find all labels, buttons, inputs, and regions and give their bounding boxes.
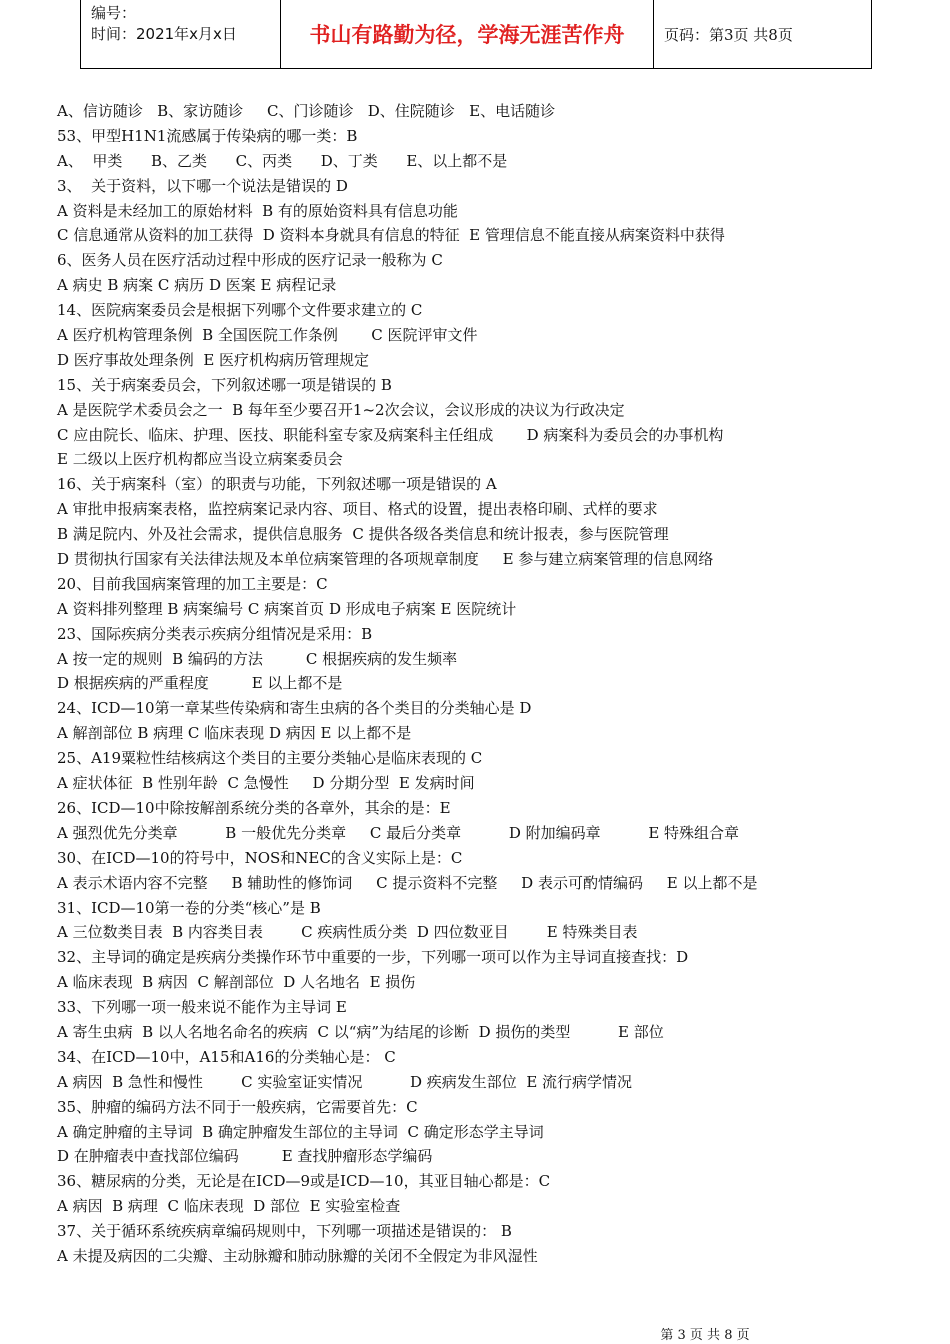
text-line: A 解剖部位 B 病理 C 临床表现 D 病因 E 以上都不是 (57, 724, 412, 743)
text-line: D 医疗事故处理条例 E 医疗机构病历管理规定 (57, 350, 370, 369)
header-meta (81, 0, 281, 68)
header-page-info: 页码：第3页 共8页 (664, 25, 793, 44)
document-body (57, 99, 887, 1269)
text-line: 3、 关于资料，以下哪一个说法是错误的 D (57, 176, 348, 195)
text-line: 34、在ICD—10中，A15和A16的分类轴心是： C (57, 1047, 396, 1066)
text-line: A 确定肿瘤的主导词 B 确定肿瘤发生部位的主导词 C 确定形态学主导词 (57, 1122, 544, 1141)
text-line: A 三位数类目表 B 内容类目表 C 疾病性质分类 D 四位数亚目 E 特殊类目表 (57, 923, 638, 942)
header-motto: 书山有路勤为径，学海无涯苦作舟 (281, 0, 654, 68)
text-line: 16、关于病案科（室）的职责与功能，下列叙述哪一项是错误的 A (57, 475, 497, 494)
doc-time-label: 时间：2021年x月x日 (91, 25, 237, 43)
text-line: A 未提及病因的二尖瓣、主动脉瓣和肺动脉瓣的关闭不全假定为非风湿性 (57, 1246, 538, 1265)
text-line: A 寄生虫病 B 以人名地名命名的疾病 C 以“病”为结尾的诊断 D 损伤的类型 E 部位 (57, 1022, 664, 1041)
text-line: E 二级以上医疗机构都应当设立病案委员会 (57, 450, 343, 469)
text-line: A 资料排列整理 B 病案编号 C 病案首页 D 形成电子病案 E 医院统计 (57, 599, 517, 618)
text-line: A 资料是未经加工的原始材料 B 有的原始资料具有信息功能 (57, 201, 458, 220)
page-footer: 第 3 页 共 8 页 (660, 1328, 750, 1343)
text-line: 53、甲型H1N1流感属于传染病的哪一类：B (57, 126, 358, 145)
text-line: A 症状体征 B 性别年龄 C 急慢性 D 分期分型 E 发病时间 (57, 774, 475, 793)
text-line: C 信息通常从资料的加工获得 D 资料本身就具有信息的特征 E 管理信息不能直接从病案资料中获得 (57, 226, 725, 245)
text-line: 15、关于病案委员会，下列叙述哪一项是错误的 B (57, 375, 392, 394)
text-line: 20、目前我国病案管理的加工主要是：C (57, 574, 328, 593)
text-line: A 审批申报病案表格，监控病案记录内容、项目、格式的设置，提出表格印刷、式样的要求 (57, 500, 658, 519)
text-line: 25、A19粟粒性结核病这个类目的主要分类轴心是临床表现的 C (57, 749, 483, 768)
text-line: A 病因 B 病理 C 临床表现 D 部位 E 实验室检查 (57, 1197, 401, 1216)
text-line: A 强烈优先分类章 B 一般优先分类章 C 最后分类章 D 附加编码章 E 特殊组合章 (57, 823, 740, 842)
text-line: A、 甲类 B、乙类 C、丙类 D、丁类 E、以上都不是 (57, 151, 508, 170)
text-line: C 应由院长、临床、护理、医技、职能科室专家及病案科主任组成 D 病案科为委员会的办事机构 (57, 425, 724, 444)
text-line: 32、主导词的确定是疾病分类操作环节中重要的一步，下列哪一项可以作为主导词直接查找：D (57, 948, 689, 967)
text-line: D 根据疾病的严重程度 E 以上都不是 (57, 674, 343, 693)
text-line: A 病史 B 病案 C 病历 D 医案 E 病程记录 (57, 276, 337, 295)
text-line: 23、国际疾病分类表示疾病分组情况是采用：B (57, 624, 373, 643)
text-line: 14、医院病案委员会是根据下列哪个文件要求建立的 C (57, 301, 423, 320)
text-line: 33、下列哪一项一般来说不能作为主导词 E (57, 998, 347, 1017)
text-line: 35、肿瘤的编码方法不同于一般疾病，它需要首先：C (57, 1097, 418, 1116)
text-line: A 按一定的规则 B 编码的方法 C 根据疾病的发生频率 (57, 649, 458, 668)
text-line: A 临床表现 B 病因 C 解剖部位 D 人名地名 E 损伤 (57, 973, 416, 992)
text-line: D 在肿瘤表中查找部位编码 E 查找肿瘤形态学编码 (57, 1147, 433, 1166)
text-line: 24、ICD—10第一章某些传染病和寄生虫病的各个类目的分类轴心是 D (57, 699, 532, 718)
text-line: A 医疗机构管理条例 B 全国医院工作条例 C 医院评审文件 (57, 326, 478, 345)
text-line: 31、ICD—10第一卷的分类“核心”是 B (57, 898, 321, 917)
text-line: 26、ICD—10中除按解剖系统分类的各章外，其余的是：E (57, 798, 451, 817)
text-line: B 满足院内、外及社会需求，提供信息服务 C 提供各级各类信息和统计报表，参与医院管理 (57, 525, 669, 544)
text-line: 6、医务人员在医疗活动过程中形成的医疗记录一般称为 C (57, 251, 443, 270)
text-line: D 贯彻执行国家有关法律法规及本单位病案管理的各项规章制度 E 参与建立病案管理的信息网络 (57, 550, 714, 569)
text-line: A 是医院学术委员会之一 B 每年至少要召开1~2次会议，会议形成的决议为行政决定 (57, 400, 625, 419)
text-line: 36、糖尿病的分类，无论是在ICD—9或是ICD—10，其亚目轴心都是：C (57, 1172, 551, 1191)
text-line: 30、在ICD—10的符号中，NOS和NEC的含义实际上是：C (57, 848, 463, 867)
text-line: A 表示术语内容不完整 B 辅助性的修饰词 C 提示资料不完整 D 表示可酌情编码 E 以上都不是 (57, 873, 758, 892)
page-header (80, 0, 872, 69)
doc-number-label: 编号： (91, 4, 137, 22)
text-line: A 病因 B 急性和慢性 C 实验室证实情况 D 疾病发生部位 E 流行病学情况 (57, 1072, 633, 1091)
text-line: 37、关于循环系统疾病章编码规则中，下列哪一项描述是错误的： B (57, 1222, 512, 1241)
text-line: A、信访随诊 B、家访随诊 C、门诊随诊 D、住院随诊 E、电话随诊 (57, 102, 556, 120)
